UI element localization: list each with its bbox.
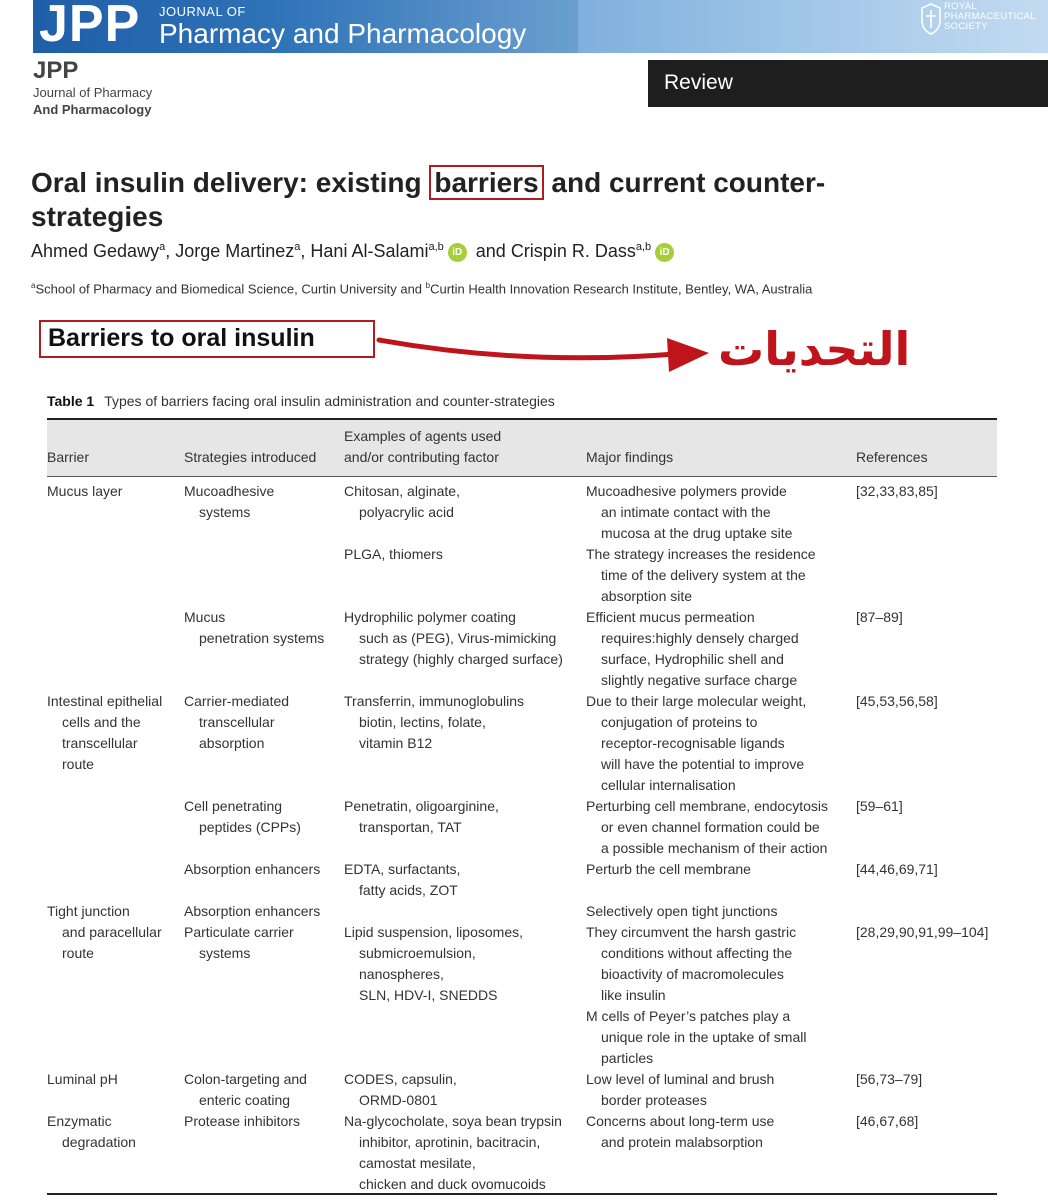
cell-examples (344, 796, 499, 838)
cell-findings (586, 796, 828, 859)
cell-findings (586, 691, 806, 796)
cell-line: PLGA, thiomers (344, 546, 443, 562)
cell-line: Intestinal epithelial (47, 693, 163, 709)
cell-references (856, 607, 903, 628)
title-pre: Oral insulin delivery: existing (31, 167, 430, 198)
author-name: Ahmed Gedawy (31, 241, 160, 261)
cell-line: [32,33,83,85] (856, 483, 938, 499)
cell-strategy (184, 607, 324, 649)
cell-line: and protein malabsorption (601, 1134, 763, 1150)
cell-strategy (184, 481, 274, 523)
cell-line: unique role in the uptake of small (601, 1029, 807, 1045)
cell-line: transcellular (62, 735, 138, 751)
cell-line: conditions without affecting the (601, 945, 793, 961)
cell-line: Perturbing cell membrane, endocytosis (586, 798, 829, 814)
cell-examples (344, 544, 443, 565)
section-label: Review (664, 71, 733, 94)
cell-strategy (184, 859, 320, 880)
author-list: Ahmed Gedawy$^a$, Jorge Martinez$^a$, Hani Al-Salami$^{a,b}$ iD and Crispin R. Dass$^{a,b}$ iD (31, 241, 678, 262)
cell-line: Hydrophilic polymer coating (344, 609, 516, 625)
header-strategies: Strategies introduced (184, 449, 317, 465)
cell-line: Absorption enhancers (184, 903, 321, 919)
cell-line: nanospheres, (359, 966, 444, 982)
cell-barrier (47, 691, 162, 775)
society-line: ROYAL (944, 1, 978, 12)
cell-line: Colon-targeting and (184, 1071, 307, 1087)
title-post: and current counter-strategies (31, 167, 826, 232)
table-caption-text: Types of barriers facing oral insulin administration and counter-strategies (104, 393, 555, 409)
orcid-icon[interactable]: iD (655, 243, 674, 262)
cell-line: border proteases (601, 1092, 707, 1108)
cell-references (856, 796, 903, 817)
cell-examples (344, 691, 524, 754)
cell-line: chicken and duck ovomucoids (359, 1176, 546, 1192)
table-caption (47, 393, 555, 409)
cell-barrier (47, 901, 162, 964)
cell-line: ORMD-0801 (359, 1092, 438, 1108)
cell-references (856, 1069, 922, 1090)
cell-line: inhibitor, aprotinin, bacitracin, (359, 1134, 541, 1150)
cell-line: Mucus layer (47, 483, 123, 499)
cell-line: Lipid suspension, liposomes, (344, 924, 523, 940)
cell-line: surface, Hydrophilic shell and (601, 651, 784, 667)
cell-references (856, 691, 938, 712)
cell-line: Perturb the cell membrane (586, 861, 751, 877)
annotation-heading: Barriers to oral insulin (48, 324, 315, 352)
cell-line: Concerns about long-term use (586, 1113, 775, 1129)
annotation-arrow-icon (375, 326, 715, 382)
crest-icon (920, 2, 942, 36)
cell-line: such as (PEG), Virus-mimicking (359, 630, 557, 646)
cell-line: EDTA, surfactants, (344, 861, 461, 877)
cell-line: transportan, TAT (359, 819, 462, 835)
logo-line2: And Pharmacology (33, 102, 152, 117)
cell-references (856, 481, 938, 502)
cell-examples (344, 1111, 562, 1195)
cell-line: [56,73–79] (856, 1071, 923, 1087)
cell-line: Carrier-mediated (184, 693, 290, 709)
logo-abbrev: JPP (33, 57, 79, 84)
banner-journal-of: JOURNAL OF (159, 4, 246, 19)
cell-line: Protease inhibitors (184, 1113, 300, 1129)
section-label-bar (648, 60, 1048, 107)
cell-line: Cell penetrating (184, 798, 283, 814)
society-line: PHARMACEUTICAL (944, 11, 1036, 22)
cell-line: camostat mesilate, (359, 1155, 476, 1171)
cell-line: Absorption enhancers (184, 861, 321, 877)
cell-references (856, 859, 938, 880)
author-affil: a (294, 241, 301, 253)
cell-line: an intimate contact with the (601, 504, 771, 520)
cell-line: Mucoadhesive polymers provide (586, 483, 787, 499)
journal-banner (33, 0, 578, 53)
author-affil: a,b (635, 241, 652, 253)
cell-barrier (47, 481, 122, 502)
cell-line: absorption site (601, 588, 693, 604)
title-highlight: barriers (429, 165, 543, 200)
article-title (31, 166, 851, 234)
cell-line: strategy (highly charged surface) (359, 651, 563, 667)
society-logo (920, 2, 1036, 36)
author-name: Jorge Martinez (175, 241, 295, 261)
cell-line: Particulate carrier (184, 924, 294, 940)
cell-line: [44,46,69,71] (856, 861, 938, 877)
cell-line: route (62, 945, 94, 961)
cell-line: particles (601, 1050, 654, 1066)
journal-logo (33, 58, 152, 118)
cell-line: Penetratin, oligoarginine, (344, 798, 499, 814)
orcid-icon[interactable]: iD (448, 243, 467, 262)
arabic-label: التحديات (718, 322, 911, 376)
header-references: References (856, 449, 928, 465)
logo-line1: Journal of Pharmacy (33, 85, 153, 100)
cell-findings (586, 481, 792, 544)
cell-findings (586, 544, 816, 607)
header-barrier: Barrier (47, 449, 90, 465)
cell-strategy (184, 1111, 300, 1132)
banner-abbrev: JPP (39, 0, 141, 53)
cell-references (856, 922, 988, 943)
cell-line: They circumvent the harsh gastric (586, 924, 797, 940)
cell-line: systems (199, 945, 251, 961)
cell-line: route (62, 756, 94, 772)
cell-line: peptides (CPPs) (199, 819, 301, 835)
cell-line: fatty acids, ZOT (359, 882, 458, 898)
cell-line: receptor-recognisable ligands (601, 735, 785, 751)
cell-references (856, 1111, 918, 1132)
cell-line: slightly negative surface charge (601, 672, 798, 688)
cell-barrier (47, 1069, 118, 1090)
table-bottom-rule (47, 1193, 997, 1195)
cell-findings (586, 901, 777, 922)
author-affil: a,b (428, 241, 444, 253)
cell-findings (586, 859, 751, 880)
cell-line: Tight junction (47, 903, 130, 919)
cell-examples (344, 481, 460, 523)
annotation-box (39, 320, 375, 358)
cell-examples (344, 859, 460, 901)
cell-line: M cells of Peyer’s patches play a (586, 1008, 791, 1024)
cell-line: bioactivity of macromolecules (601, 966, 784, 982)
author-name: Hani Al-Salami (310, 241, 429, 261)
cell-line: requires:highly densely charged (601, 630, 799, 646)
cell-line: will have the potential to improve (601, 756, 805, 772)
cell-line: [45,53,56,58] (856, 693, 938, 709)
cell-findings (586, 1069, 774, 1111)
cell-line: Mucoadhesive (184, 483, 275, 499)
cell-line: systems (199, 504, 251, 520)
cell-line: biotin, lectins, folate, (359, 714, 486, 730)
society-line: SOCIETY (944, 21, 988, 32)
cell-line: or even channel formation could be (601, 819, 820, 835)
cell-line: cells and the (62, 714, 141, 730)
banner-journal-name: Pharmacy and Pharmacology (159, 18, 527, 49)
cell-line: enteric coating (199, 1092, 291, 1108)
cell-line: like insulin (601, 987, 666, 1003)
cell-line: degradation (62, 1134, 136, 1150)
cell-line: Due to their large molecular weight, (586, 693, 807, 709)
cell-findings (586, 1111, 774, 1153)
table-label: Table 1 (47, 393, 95, 409)
cell-line: [46,67,68] (856, 1113, 919, 1129)
cell-findings (586, 922, 796, 1006)
cell-line: Selectively open tight junctions (586, 903, 778, 919)
cell-line: submicroemulsion, (359, 945, 476, 961)
cell-line: SLN, HDV-I, SNEDDS (359, 987, 498, 1003)
cell-findings (586, 1006, 806, 1069)
author-affil: a (159, 241, 166, 253)
cell-line: CODES, capsulin, (344, 1071, 457, 1087)
cell-line: conjugation of proteins to (601, 714, 758, 730)
cell-examples (344, 1069, 457, 1111)
affiliations: $^a$School of Pharmacy and Biomedical Science, Curtin University and $^b$Curtin Health Innovation Research Institute, Bentley, WA, Australia (31, 281, 813, 297)
cell-strategy (184, 796, 301, 838)
cell-line: [59–61] (856, 798, 903, 814)
cell-line: vitamin B12 (359, 735, 433, 751)
author-name: Crispin R. Dass (510, 241, 636, 261)
header-findings: Major findings (586, 449, 674, 465)
cell-line: Enzymatic (47, 1113, 112, 1129)
cell-line: and paracellular (62, 924, 162, 940)
cell-strategy (184, 922, 294, 964)
cell-line: Na-glycocholate, soya bean trypsin (344, 1113, 562, 1129)
cell-barrier (47, 1111, 136, 1153)
cell-line: transcellular (199, 714, 275, 730)
cell-line: Chitosan, alginate, (344, 483, 460, 499)
cell-line: Efficient mucus permeation (586, 609, 755, 625)
cell-line: Low level of luminal and brush (586, 1071, 775, 1087)
cell-strategy (184, 1069, 307, 1111)
header-examples: Examples of agents used and/or contributing factor (344, 428, 502, 465)
cell-examples (344, 922, 523, 1006)
barriers-table (47, 418, 997, 1192)
table-header (47, 418, 997, 477)
cell-line: penetration systems (199, 630, 325, 646)
cell-line: Transferrin, immunoglobulins (344, 693, 524, 709)
cell-line: cellular internalisation (601, 777, 736, 793)
cell-line: a possible mechanism of their action (601, 840, 828, 856)
cell-line: polyacrylic acid (359, 504, 454, 520)
cell-strategy (184, 901, 320, 922)
cell-line: The strategy increases the residence (586, 546, 816, 562)
cell-line: time of the delivery system at the (601, 567, 806, 583)
cell-line: mucosa at the drug uptake site (601, 525, 793, 541)
cell-line: Luminal pH (47, 1071, 118, 1087)
cell-line: [87–89] (856, 609, 903, 625)
cell-examples (344, 607, 563, 670)
cell-findings (586, 607, 799, 691)
cell-line: [28,29,90,91,99–104] (856, 924, 989, 940)
cell-line: absorption (199, 735, 265, 751)
cell-line: Mucus (184, 609, 226, 625)
cell-strategy (184, 691, 289, 754)
